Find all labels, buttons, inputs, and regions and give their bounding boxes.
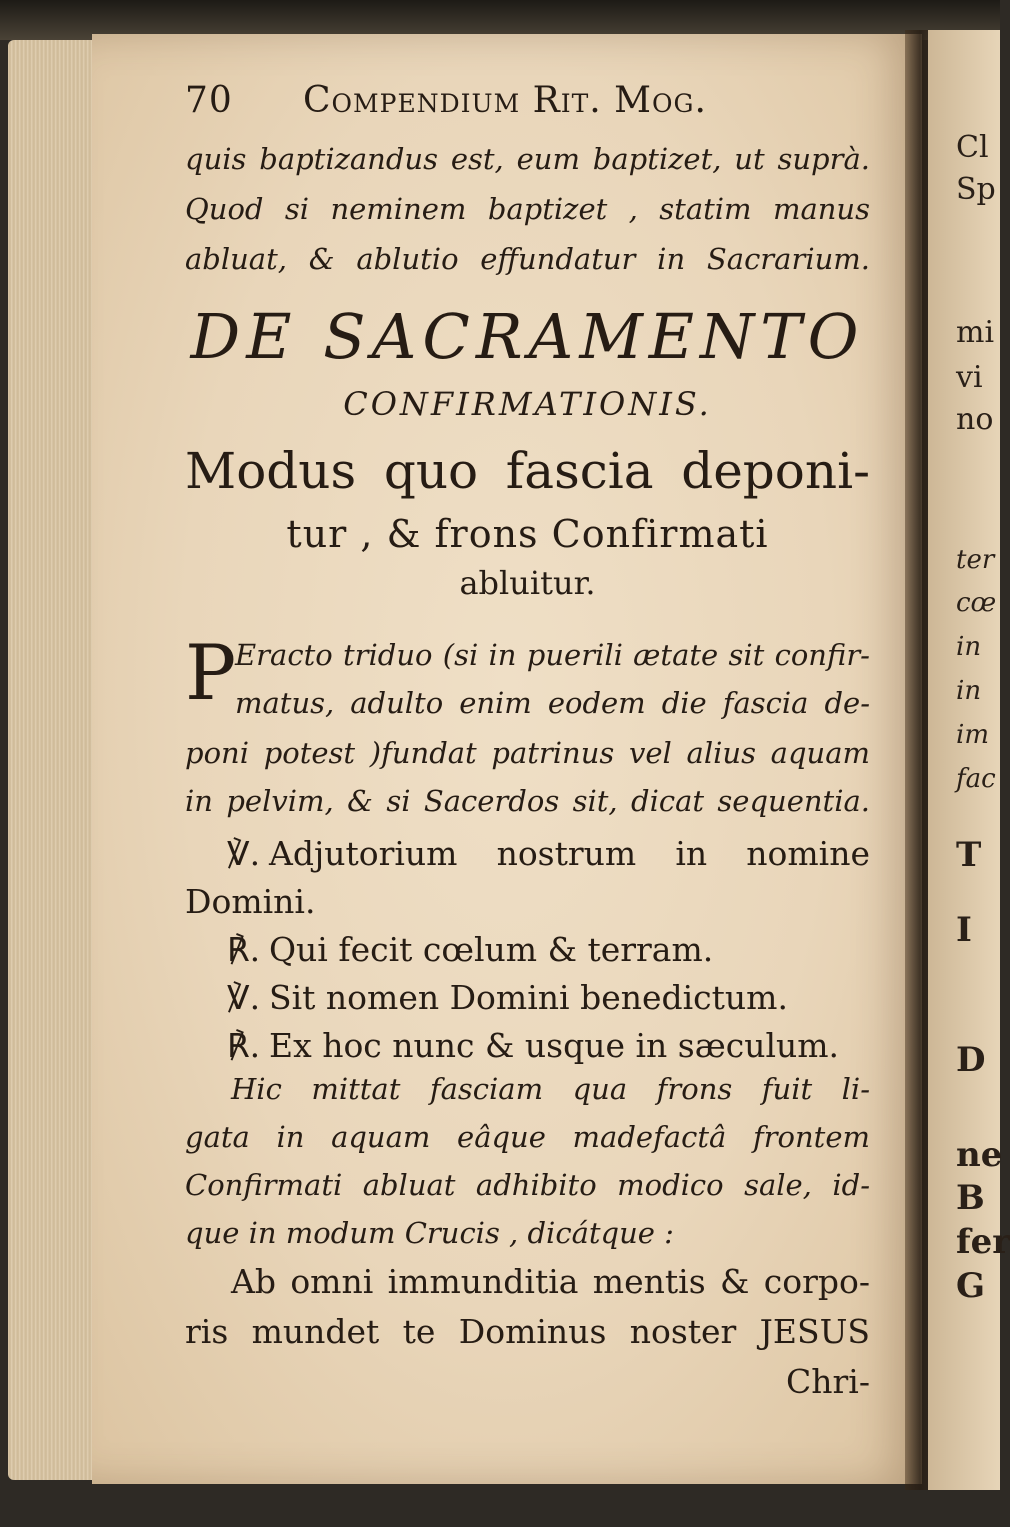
facing-fragment: cœ — [956, 588, 997, 618]
response-line — [227, 930, 713, 969]
facing-fragment: ter — [956, 545, 995, 575]
versicle-symbol: ℣. — [227, 834, 261, 873]
rubric-title-line: tur , & frons Confirmati — [286, 512, 769, 556]
facing-fragment: I — [956, 910, 972, 950]
page-number: 70 — [185, 80, 233, 121]
facing-fragment: fac — [956, 764, 996, 794]
facing-fragment: Sp — [956, 172, 996, 207]
facing-fragment: B — [956, 1178, 985, 1218]
facing-fragment: T — [956, 835, 982, 875]
versicle-line — [185, 882, 315, 921]
facing-fragment: D — [956, 1040, 986, 1080]
drop-cap: P — [185, 628, 237, 717]
versicle-text: Domini. — [185, 882, 316, 921]
prayer-line: ris mundet te Dominus noster JESUS — [185, 1312, 870, 1351]
versicle-line — [227, 978, 788, 1017]
facing-fragment: G — [956, 1266, 986, 1306]
section-heading: DE SACRAMENTO — [190, 300, 865, 373]
facing-fragment: vi — [956, 360, 983, 395]
facing-fragment: no — [956, 402, 994, 437]
prayer-line: Ab omni immunditia mentis & corpo- — [231, 1262, 870, 1301]
response-line — [227, 1026, 839, 1065]
rubric2-line: Hic mittat fasciam qua frons fuit li- — [231, 1072, 870, 1106]
facing-fragment: im — [956, 720, 989, 750]
facing-fragment: in — [956, 676, 982, 706]
intro-line: Quod si neminem baptizet , statim manus — [185, 192, 870, 226]
rubric2-line: Confirmati abluat adhibito modico sale, id- — [185, 1168, 870, 1202]
versicle-text: Sit nomen Domini benedictum. — [269, 978, 788, 1017]
versicle-text: Adjutorium nostrum in nomine — [269, 834, 870, 873]
catchword: Chri- — [786, 1362, 870, 1401]
facing-fragment: in — [956, 632, 982, 662]
rubric-line: in pelvim, & si Sacerdos sit, dicat sequentia. — [185, 784, 870, 818]
facing-fragment: fer — [956, 1222, 1010, 1262]
response-symbol: ℟. — [227, 930, 261, 969]
rubric-title-line: abluitur. — [459, 564, 596, 602]
facing-fragment: Cl — [956, 130, 989, 165]
response-text: Ex hoc nunc & usque in sæculum. — [269, 1026, 840, 1065]
response-symbol: ℟. — [227, 1026, 261, 1065]
versicle-line — [227, 834, 870, 873]
intro-line: quis baptizandus est, eum baptizet, ut suprà. — [185, 142, 870, 176]
section-subheading: CONFIRMATIONIS. — [343, 385, 712, 423]
facing-fragment: ne — [956, 1135, 1003, 1175]
versicle-symbol: ℣. — [227, 978, 261, 1017]
rubric-line: matus, adulto enim eodem die fascia de- — [235, 686, 870, 720]
facing-fragment: mi — [956, 315, 995, 350]
response-text: Qui fecit cœlum & terram. — [269, 930, 714, 969]
rubric2-line: que in modum Crucis , dicátque : — [185, 1216, 674, 1250]
intro-line: abluat, & ablutio effundatur in Sacrarium. — [185, 242, 870, 276]
rubric-line: Eracto triduo (si in puerili ætate sit confir- — [235, 638, 870, 672]
facing-page — [928, 30, 1010, 1490]
rubric-line: poni potest )fundat patrinus vel alius aquam — [185, 736, 870, 770]
rubric-title-line: Modus quo fascia deponi- — [185, 442, 870, 500]
running-title: Compendium Rit. Mog. — [303, 80, 707, 121]
rubric2-line: gata in aquam eâque madefactâ frontem — [185, 1120, 870, 1154]
